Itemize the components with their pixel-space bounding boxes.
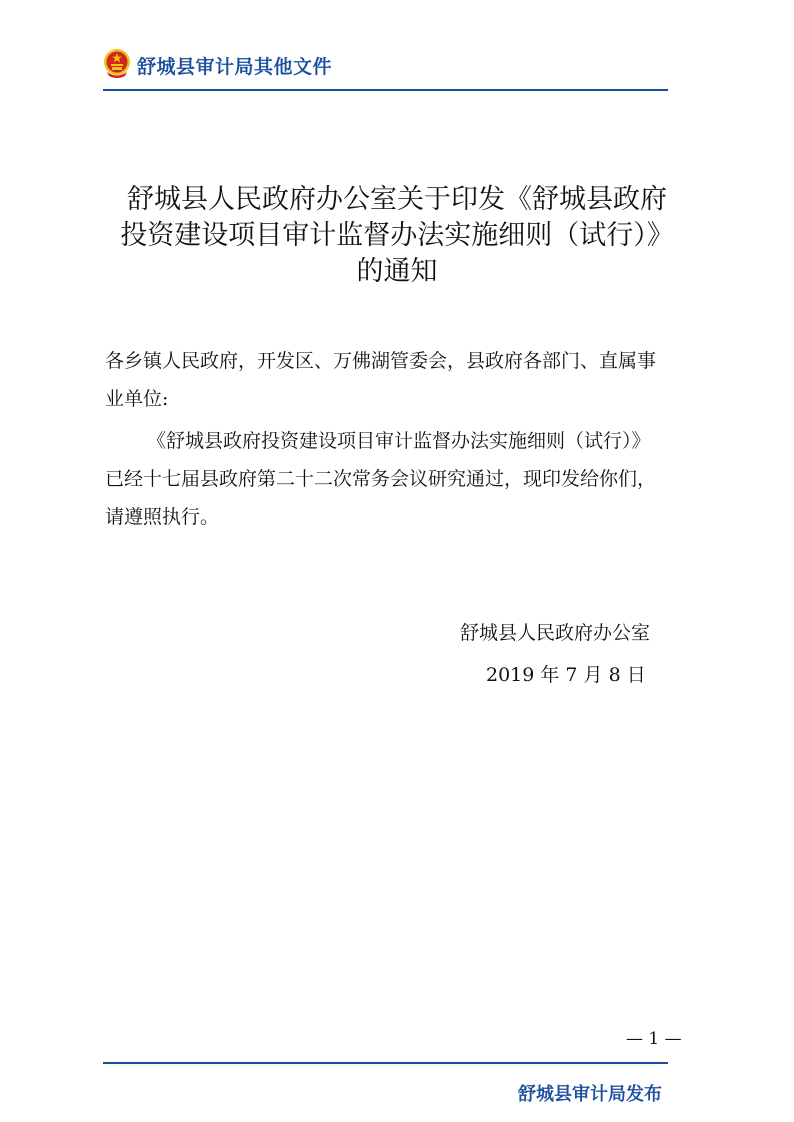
footer-publisher: 舒城县审计局发布 (518, 1084, 662, 1105)
title-line: 舒城县人民政府办公室关于印发《舒城县政府 (127, 184, 667, 215)
footer-divider (103, 1062, 668, 1064)
addressee (105, 342, 690, 418)
body-paragraph (105, 422, 690, 536)
header-divider (103, 89, 668, 91)
title-line: 投资建设项目审计监督办法实施细则（试行）》 (120, 220, 674, 251)
body-line: 已经十七届县政府第二十二次常务会议研究通过，现印发给你们， (105, 468, 657, 490)
addressee-line: 各乡镇人民政府，开发区、万佛湖管委会，县政府各部门、直属事 (105, 350, 657, 372)
addressee-line: 业单位: (105, 388, 169, 410)
body-line: 《舒城县政府投资建设项目审计监督办法实施细则（试行）》 (147, 430, 651, 452)
signature-date: 2019 年 7 月 8 日 (486, 664, 646, 686)
document-title (100, 182, 694, 290)
page-header (103, 44, 668, 92)
page-number: — 1 — (626, 1029, 682, 1049)
signature-organization: 舒城县人民政府办公室 (460, 622, 651, 644)
national-emblem-icon (103, 48, 131, 78)
header-title: 舒城县审计局其他文件 (137, 56, 333, 78)
body-line: 请遵照执行。 (105, 506, 220, 528)
title-line: 的通知 (356, 256, 438, 287)
